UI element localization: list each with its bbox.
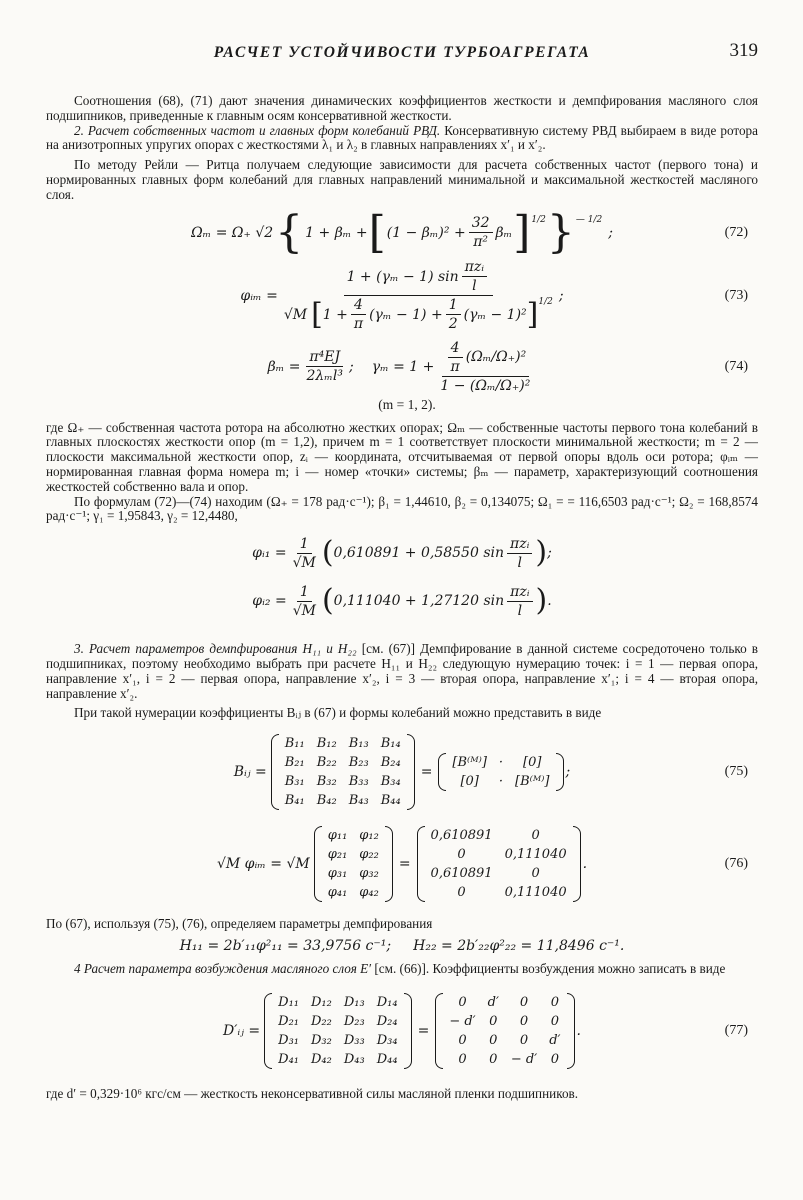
- equation-76: [46, 821, 758, 907]
- matrix-phi-values: [417, 826, 581, 902]
- d-values-matrix-cell: 0: [550, 994, 559, 1010]
- page: [46, 38, 758, 1102]
- phi-matrix-cell: φ₃₂: [359, 866, 379, 882]
- b-matrix-cell: B₄₃: [348, 793, 369, 809]
- eq75-body: Bᵢⱼ = B₁₁ B₁₂ B₁₃ B₁₄ B₂₁ B₂₂ B₂₃ B₂₄ B₃₁ B₃₂ B₃₃ B₃₄ B₄₁ B₄₂ B₄₃ B₄₄ = [B⁽ᴹ⁾] · [0] [0] · [B⁽ᴹ⁾] ;: [233, 736, 571, 809]
- b-block-matrix-cell: [0]: [523, 755, 542, 771]
- eq76-body: √M φᵢₘ = √M φ₁₁ φ₁₂ φ₂₁ φ₂₂ φ₃₁ φ₃₂ φ₄₁ φ₄₂ = 0,610891 0 0 0,111040 0,610891 0 0 0,111040 .: [216, 828, 588, 901]
- equation-damping: H₁₁ = 2b′₁₁φ²₁₁ = 33,9756 c⁻¹; H₂₂ = 2b′₂₂φ²₂₂ = 11,8496 c⁻¹.: [179, 937, 625, 954]
- d-values-matrix-cell: 0: [519, 994, 529, 1010]
- section-4-heading: 4 Расчет параметра возбуждения масляного слоя E′: [74, 960, 372, 976]
- matrix-b-block: [438, 753, 563, 791]
- section-2-heading: 2. Расчет собственных частот и главных форм колебаний РВД.: [74, 122, 441, 138]
- b-matrix-cell: B₃₂: [316, 774, 337, 790]
- d-matrix-cell: D₄₁: [278, 1051, 299, 1067]
- phi-values-matrix-cell: 0,610891: [430, 828, 493, 844]
- b-matrix-cell: B₄₁: [284, 793, 305, 809]
- d-values-matrix-cell: d′: [549, 1032, 561, 1048]
- matrix-d-values: [435, 993, 574, 1069]
- paragraph-6: [46, 642, 758, 701]
- phi-values-matrix-cell: 0,111040: [504, 847, 567, 863]
- d-values-matrix-cell: 0: [458, 1051, 467, 1067]
- d-values-matrix-cell: 0: [550, 1051, 559, 1067]
- phi-matrix-cell: φ₂₂: [359, 847, 379, 863]
- equation-phi-i2: φᵢ₂ = $\frac{1}{√M}$ ( 0,111040 + 1,27120 sin $\frac{\text{πzᵢ}}{l}$ ) .: [252, 583, 552, 619]
- section-3-heading: 3. Расчет параметров демпфирования H₁₁ и H₂₂: [74, 641, 357, 657]
- d-matrix-cell: D₄₂: [311, 1051, 332, 1067]
- d-matrix-cell: D₃₃: [343, 1032, 365, 1048]
- b-matrix-cell: B₂₁: [284, 755, 305, 771]
- matrix-b: [271, 734, 415, 810]
- d-matrix-cell: D₁₁: [278, 994, 299, 1010]
- d-values-matrix-cell: 0: [489, 1051, 498, 1067]
- b-matrix-cell: B₁₂: [316, 736, 337, 752]
- eq77-body: D′ᵢⱼ = D₁₁ D₁₂ D₁₃ D₁₄ D₂₁ D₂₂ D₂₃ D₂₄ D₃₁ D₃₂ D₃₃ D₃₄ D₄₁ D₄₂ D₄₃ D₄₄ = 0 d′ 0 0 − d′ 0 0 0 0 0 0 d′ 0 0 − d′ 0 .: [223, 994, 581, 1067]
- b-matrix-cell: B₁₄: [380, 736, 401, 752]
- eq74-body: βₘ = $\frac{\text{π⁴EJ}}{\text{2λₘl³}}$ ; γₘ = 1 + $\frac{4}{\pi}$ (Ωₘ/Ω₊)² 1 − (Ωₘ/Ω₊)²: [267, 339, 531, 394]
- equation-phi-i1: φᵢ₁ = $\frac{1}{√M}$ ( 0,610891 + 0,58550 sin $\frac{\text{πzᵢ}}{l}$ ) ;: [252, 535, 552, 571]
- eq72-number: (72): [724, 224, 748, 240]
- d-values-matrix-cell: 0: [550, 1013, 559, 1029]
- phi-matrix-cell: φ₃₁: [327, 866, 348, 882]
- equation-72: [46, 207, 758, 259]
- eq74-number: (74): [724, 358, 748, 374]
- b-matrix-cell: B₃₃: [348, 774, 369, 790]
- d-values-matrix-cell: 0: [519, 1013, 529, 1029]
- eq76-number: (76): [724, 856, 748, 872]
- phi-values-matrix-cell: 0: [457, 885, 466, 901]
- phi-values-matrix-cell: 0,111040: [504, 885, 567, 901]
- matrix-phi: [314, 826, 393, 902]
- d-matrix-cell: D₂₂: [311, 1013, 332, 1029]
- d-values-matrix-cell: 0: [519, 1032, 529, 1048]
- b-matrix-cell: B₁₃: [348, 736, 369, 752]
- b-matrix-cell: B₂₂: [316, 755, 337, 771]
- phi-values-matrix-cell: 0: [531, 828, 540, 844]
- d-matrix-cell: D₂₃: [343, 1013, 365, 1029]
- paragraph-2: [46, 124, 758, 154]
- d-matrix-cell: D₂₁: [278, 1013, 299, 1029]
- phi-values-matrix-cell: 0,610891: [430, 866, 493, 882]
- d-matrix-cell: D₁₂: [311, 994, 332, 1010]
- section-3-text: [см. (67)] Демпфирование в данной системе сосредоточено только в подшипниках, поэтому необходимо выбрать при расчете H₁₁ и H₂₂ следующую нумерацию точек: i = 1 — первая опора, направление x′₁, i = 2 — первая опора, направление x′₂, i = 3 — вторая опора, направление x′₁; i = 4 — вторая опора, направление x′₂.: [46, 641, 758, 701]
- phi-values-matrix-cell: 0: [457, 847, 466, 863]
- equation-73: [46, 259, 758, 333]
- b-matrix-cell: B₄₄: [380, 793, 401, 809]
- b-block-matrix-cell: ·: [498, 755, 504, 771]
- d-matrix-cell: D₃₂: [311, 1032, 332, 1048]
- d-values-matrix-cell: 0: [458, 1032, 467, 1048]
- paragraph-4: где Ω₊ — собственная частота ротора на абсолютно жестких опорах; Ωₘ — собственные частоты первого тона колебаний в главных плоскостях жесткости опор (m = 1,2), причем m = 1 соответствует плоскости минимальной жесткости; m = 2 — плоскости максимальной жесткости опор, zᵢ — координата, отсчитываемая от первой опоры вдоль оси ротора; φᵢₘ — нормированная главная форма номера m; i — номер «точки» системы; βₘ — параметр, характеризующий соотношения жесткостей собственно вала и опор.: [46, 419, 758, 494]
- paragraph-7: При такой нумерации коэффициенты Bᵢⱼ в (67) и формы колебаний можно представить в виде: [74, 705, 602, 721]
- matrix-d: [264, 993, 411, 1069]
- b-matrix-cell: B₄₂: [316, 793, 337, 809]
- eq77-number: (77): [724, 1022, 748, 1038]
- eq73-body: φᵢₘ = 1 + (γₘ − 1) sin $\frac{\text{πzᵢ}}{l}$ √M [ 1 + $\frac{4}{\pi}$ (γₘ − 1) + $\frac{1}{2}$ (γₘ − 1)² ] $^{1/2}$ ;: [240, 259, 564, 333]
- d-values-matrix-cell: 0: [458, 994, 467, 1010]
- paragraph-3: По методу Рейли — Ритца получаем следующие зависимости для расчета собственных частот (первого тона) и нормированных главных форм колебаний для главных направлений минимальной и максимальной жесткостей масляного слоя.: [46, 157, 758, 202]
- d-matrix-cell: D₁₃: [343, 994, 365, 1010]
- b-matrix-cell: B₁₁: [284, 736, 305, 752]
- equation-75: [46, 729, 758, 815]
- b-block-matrix-cell: ·: [498, 774, 504, 790]
- page-number: 319: [729, 40, 758, 61]
- phi-values-matrix-cell: 0: [531, 866, 540, 882]
- paragraph-9: [46, 962, 758, 977]
- paragraph-5: По формулам (72)—(74) находим (Ω₊ = 178 рад·с⁻¹); β₁ = 1,44610, β₂ = 0,134075; Ω₁ = = 116,6503 рад·с⁻¹; Ω₂ = 168,8574 рад·с⁻¹; γ₁ = 1,95843, γ₂ = 12,4480,: [46, 493, 758, 524]
- d-matrix-cell: D₃₁: [278, 1032, 299, 1048]
- equation-77: [46, 985, 758, 1077]
- equation-74: [46, 337, 758, 397]
- paragraph-10: где d′ = 0,329·10⁶ кгс/см — жесткость неконсервативной силы масляной пленки подшипников.: [46, 1085, 579, 1101]
- running-head: РАСЧЕТ УСТОЙЧИВОСТИ ТУРБОАГРЕГАТА: [213, 44, 591, 61]
- d-matrix-cell: D₂₄: [376, 1013, 398, 1029]
- paragraph-8: По (67), используя (75), (76), определяем параметры демпфирования: [46, 916, 433, 932]
- d-values-matrix-cell: − d′: [449, 1013, 476, 1029]
- page-header: [46, 38, 758, 68]
- d-matrix-cell: D₃₄: [376, 1032, 398, 1048]
- b-block-matrix-cell: [B⁽ᴹ⁾]: [515, 774, 550, 790]
- eq72-body: Ωₘ = Ω₊ √2 { 1 + βₘ + [ (1 − βₘ)² + $\frac{32}{\text{π²}}$ βₘ ] $^{1/2}$ } $^{— 1/2}$ ;: [191, 206, 613, 258]
- phi-matrix-cell: φ₂₁: [327, 847, 348, 863]
- d-values-matrix-cell: 0: [489, 1013, 498, 1029]
- phi-matrix-cell: φ₄₂: [359, 885, 379, 901]
- d-matrix-cell: D₁₄: [376, 994, 398, 1010]
- section-4-text: [см. (66)]. Коэффициенты возбуждения можно записать в виде: [371, 960, 726, 976]
- b-matrix-cell: B₂₃: [348, 755, 369, 771]
- paragraph-1: Соотношения (68), (71) дают значения динамических коэффициентов жесткости и демпфирования масляного слоя подшипников, приведенные к главным осям консервативной жесткости.: [46, 93, 758, 123]
- d-matrix-cell: D₄₃: [343, 1051, 365, 1067]
- b-matrix-cell: B₃₄: [380, 774, 401, 790]
- b-matrix-cell: B₃₁: [284, 774, 305, 790]
- d-values-matrix-cell: − d′: [510, 1051, 538, 1067]
- phi-matrix-cell: φ₄₁: [327, 885, 348, 901]
- b-matrix-cell: B₂₄: [380, 755, 401, 771]
- d-matrix-cell: D₄₄: [376, 1051, 398, 1067]
- d-values-matrix-cell: 0: [489, 1032, 498, 1048]
- b-block-matrix-cell: [B⁽ᴹ⁾]: [452, 755, 487, 771]
- section-2-text: Консервативную систему РВД выбираем в виде ротора на анизотропных упругих опорах с жесткостями λ₁ и λ₂ в главных направлениях x′₁ и x′₂.: [46, 122, 759, 153]
- phi-matrix-cell: φ₁₁: [327, 828, 348, 844]
- d-values-matrix-cell: d′: [487, 994, 499, 1010]
- eq75-number: (75): [724, 764, 748, 780]
- eq74-condition: (m = 1, 2).: [378, 396, 436, 412]
- phi-matrix-cell: φ₁₂: [359, 828, 379, 844]
- eq73-number: (73): [724, 287, 748, 303]
- b-block-matrix-cell: [0]: [460, 774, 479, 790]
